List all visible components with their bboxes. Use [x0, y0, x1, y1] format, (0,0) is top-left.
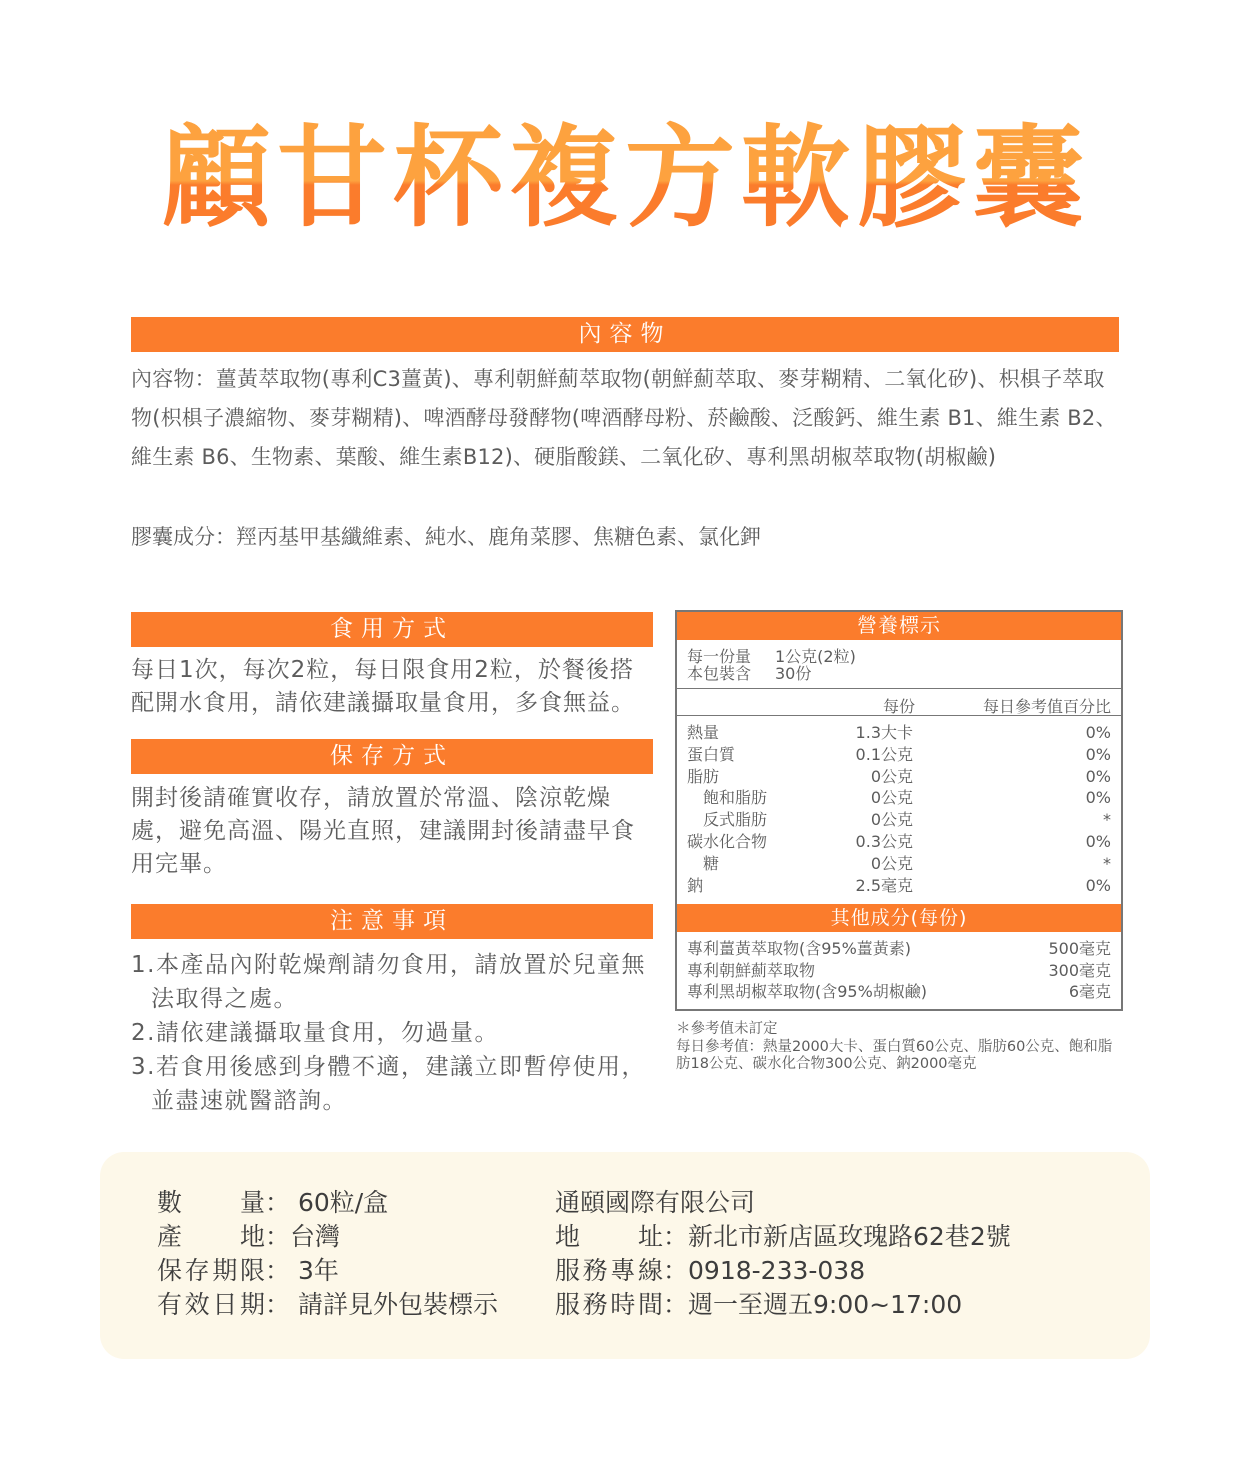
nutrient-row: 熱量 1.3大卡 0% — [687, 723, 1111, 742]
capsule-ingredients-text: 膠囊成分：羥丙基甲基纖維素、純水、鹿角菜膠、焦糖色素、氯化鉀 — [131, 525, 761, 549]
other-ingredient-row: 專利黑胡椒萃取物(含95%胡椒鹼) 6毫克 — [687, 982, 1111, 1002]
other-ingredients-rows — [677, 932, 1121, 1009]
nutrient-row: 蛋白質 0.1公克 0% — [687, 744, 1111, 764]
nutrition-footnote — [676, 1021, 1126, 1074]
notes-header-bar: 注意事項 — [131, 904, 653, 939]
servings-per-package-label: 本包裝含 — [687, 664, 752, 683]
footnote-daily-values: 每日參考值：熱量2000大卡、蛋白質60公克、脂肪60公克、飽和脂肪18公克、碳水化合物300公克、鈉2000毫克 — [676, 1038, 1113, 1072]
product-info-box — [100, 1152, 1150, 1359]
spec-shelf-life: 保存期限： 3年 — [157, 1256, 339, 1285]
other-ingredients-header: 其他成分(每份) — [677, 904, 1121, 932]
spec-origin: 產地：台灣 — [157, 1222, 341, 1251]
contents-header-bar: 內容物 — [131, 317, 1119, 352]
nutrition-header: 營養標示 — [677, 612, 1121, 640]
nutrient-row: 碳水化合物 0.3公克 0% — [687, 831, 1111, 851]
company-info — [555, 1186, 1011, 1322]
spec-expiry: 有效日期： 請詳見外包裝標示 — [157, 1290, 498, 1319]
servings-per-package-value: 30份 — [775, 664, 812, 683]
other-ingredient-row: 專利朝鮮薊萃取物 300毫克 — [687, 960, 1111, 980]
notes-item: 1.本產品內附乾燥劑請勿食用，請放置於兒童無法取得之處。 — [131, 952, 646, 1012]
notes-list — [131, 948, 656, 1118]
contents-text: 內容物：薑黃萃取物(專利C3薑黃)、專利朝鮮薊萃取物(朝鮮薊萃取、麥芽糊精、二氧化矽)、枳椇子萃取物(枳椇子濃縮物、麥芽糊精)、啤酒酵母發酵物(啤酒酵母粉、菸鹼酸、泛酸鈣、維生素 B1、維生素 B2、維生素 B6、生物素、葉酸、維生素B12)、硬脂酸鎂、二氧化矽、專利黑胡椒萃取物(胡椒鹼) — [131, 367, 1117, 469]
nutrient-row: 反式脂肪 0公克 * — [703, 810, 1111, 830]
company-phone: 服務專線：0918-233-038 — [555, 1256, 866, 1285]
nutrition-column-headers — [677, 689, 1121, 716]
usage-header-bar: 食用方式 — [131, 612, 653, 647]
other-ingredient-row: 專利薑黃萃取物(含95%薑黃素) 500毫克 — [687, 939, 1111, 959]
notes-item: 2.請依建議攝取量食用，勿過量。 — [131, 1020, 499, 1046]
nutrient-row: 鈉 2.5毫克 0% — [687, 875, 1111, 895]
product-specs — [157, 1186, 498, 1322]
nutrient-row: 糖 0公克 * — [703, 853, 1111, 873]
nutrient-row: 脂肪 0公克 0% — [687, 766, 1111, 786]
company-name: 通頤國際有限公司 — [555, 1188, 756, 1217]
product-title: 顧甘杯複方軟膠囊 — [0, 108, 1250, 248]
nutrient-row: 飽和脂肪 0公克 0% — [703, 788, 1111, 808]
storage-header-bar: 保存方式 — [131, 739, 653, 774]
company-address: 地址：新北市新店區玫瑰路62巷2號 — [555, 1222, 1011, 1251]
serving-size-label: 每一份量 — [687, 647, 752, 666]
spec-quantity: 數量： 60粒/盒 — [157, 1188, 389, 1217]
notes-item: 3.若食用後感到身體不適，建議立即暫停使用，並盡速就醫諮詢。 — [131, 1054, 646, 1114]
serving-info — [677, 640, 1121, 689]
company-hours: 服務時間：週一至週五9:00~17:00 — [555, 1290, 963, 1319]
usage-text: 每日1次，每次2粒，每日限食用2粒，於餐後搭配開水食用，請依建議攝取量食用，多食無益。 — [131, 657, 635, 716]
serving-size-value: 1公克(2粒) — [775, 647, 856, 666]
col-daily-pct: 每日參考值百分比 — [982, 697, 1111, 716]
storage-text: 開封後請確實收存，請放置於常溫、陰涼乾燥處，避免高溫、陽光直照，建議開封後請盡早食用完畢。 — [131, 785, 635, 877]
nutrient-rows — [677, 716, 1121, 904]
footnote-undefined: ＊參考值未訂定 — [676, 1021, 778, 1037]
col-per-serving: 每份 — [882, 697, 915, 716]
nutrition-facts-panel — [675, 610, 1123, 1011]
